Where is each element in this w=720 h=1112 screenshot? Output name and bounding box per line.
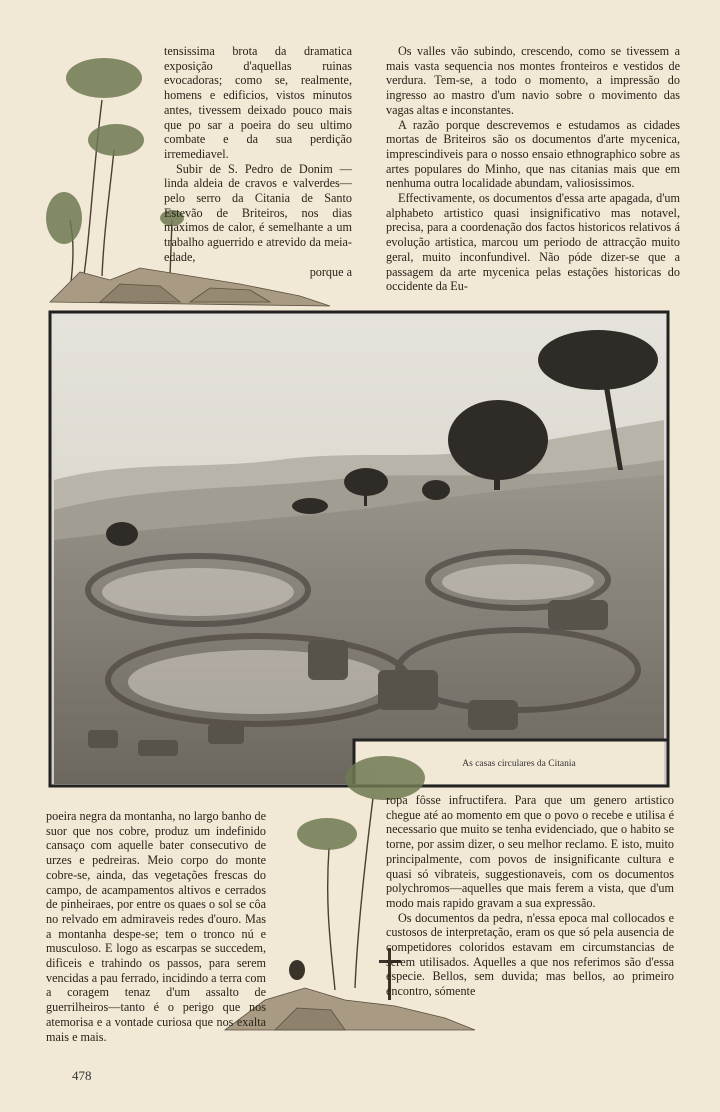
text-column-top-left	[164, 44, 352, 279]
paragraph: Os documentos da pedra, n'essa epoca mal collocados e custosos de interpretação, eram os que só pela ausencia de competidores coloridos estavam em circumstancias de serem utilisados. Aquelles a que nos referimos são d'essa especie. Bellos, sem duvida; mas bellos, ao primeiro encontro, sómente	[386, 910, 674, 999]
page-number: 478	[72, 1068, 92, 1083]
paragraph: Subir de S. Pedro de Donim —linda aldeia de cravos e valverdes—pelo serro da Citania de Santo Estevão de Briteiros, nos dias maximos de calor, é semelhante a um trabalho aguerrido e atrevido da meia-edade,	[164, 161, 352, 264]
paragraph: tensissima brota da dramatica exposição d'aquellas ruinas evocadoras; como se, realmente, homens e edificios, vistos minutos antes, tivessem deixado pouco mais que po sar a poeira do seu ultimo combate e da sua perdição irremediavel.	[164, 44, 352, 161]
paragraph: porque a	[309, 264, 352, 279]
citania-photograph	[48, 310, 670, 788]
text-column-top-right	[386, 44, 680, 294]
paragraph: Os valles vão subindo, crescendo, como se tivessem a mais vasta sequencia nos montes fronteiros e vestidos de verdura. Tem-se, a todo o momento, a impressão do ingresso ao mastro d'um navio sobre o movimento das vagas altas e inconstantes.	[386, 44, 680, 117]
paragraph: Effectivamente, os documentos d'essa arte apagada, d'um alphabeto artistico quasi insignificativo mas notavel, precisa, para a coordenação dos factos historicos relativos á evolução artistica, marcou um periodo de attracção muito geral, muito inconfundivel. Não póde dizer-se que a passagem da arte mycenica pelas estações historicas do occidente da Eu-	[386, 191, 680, 294]
paragraph: A razão porque descrevemos e estudamos as cidades mortas de Briteiros são os documentos d'arte mycenica, imprescindiveis para o nosso ensaio ethnographico sobre as artes populares do Minho, que nas citanias mais que em nenhuma outra localidade abundam, valiosissimos.	[386, 117, 680, 191]
paragraph: poeira negra da montanha, no largo banho de suor que nos cobre, produz um indefinido cansaço com aquelle bater consecutivo de urzes e pedreiras. Meio corpo do monte cobre-se, ainda, das vegetações frescas do campo, de acampamentos altivos e cerrados de pinheiraes, por entre os quaes o sol se côa no relvado em admiraveis redes d'ouro. Mas a montanha despe-se; tem o tronco nú e musculoso. E logo as escarpas se succedem, dificeis e trahindo os passos, para serem vencidas a pau ferrado, incidindo a terra com a coragem tenaz d'um assalto de guerrilheiros—tanto é o perigo que nos atemorisa e a vontade curiosa que nos exalta mais e mais.	[46, 809, 266, 1044]
text-column-bottom-right	[386, 793, 674, 999]
text-column-bottom-left	[46, 809, 266, 1044]
paragraph: ropa fôsse infructifera. Para que um genero artistico chegue até ao momento em que o povo o recebe e utilisa é necessario que muito se tenha evidenciado, que o habito se torne, por assim dizer, o seu melhor reclamo. E isto, muito principalmente, com povos de insignificante cultura e quasi só vibrateis, suggestionaveis, com os documentos polychromos—aquelles que mais ferem a vista, que d'um modo mais rapido gravam a sua expressão.	[386, 793, 674, 910]
photo-caption: As casas circulares da Citania	[462, 759, 576, 769]
